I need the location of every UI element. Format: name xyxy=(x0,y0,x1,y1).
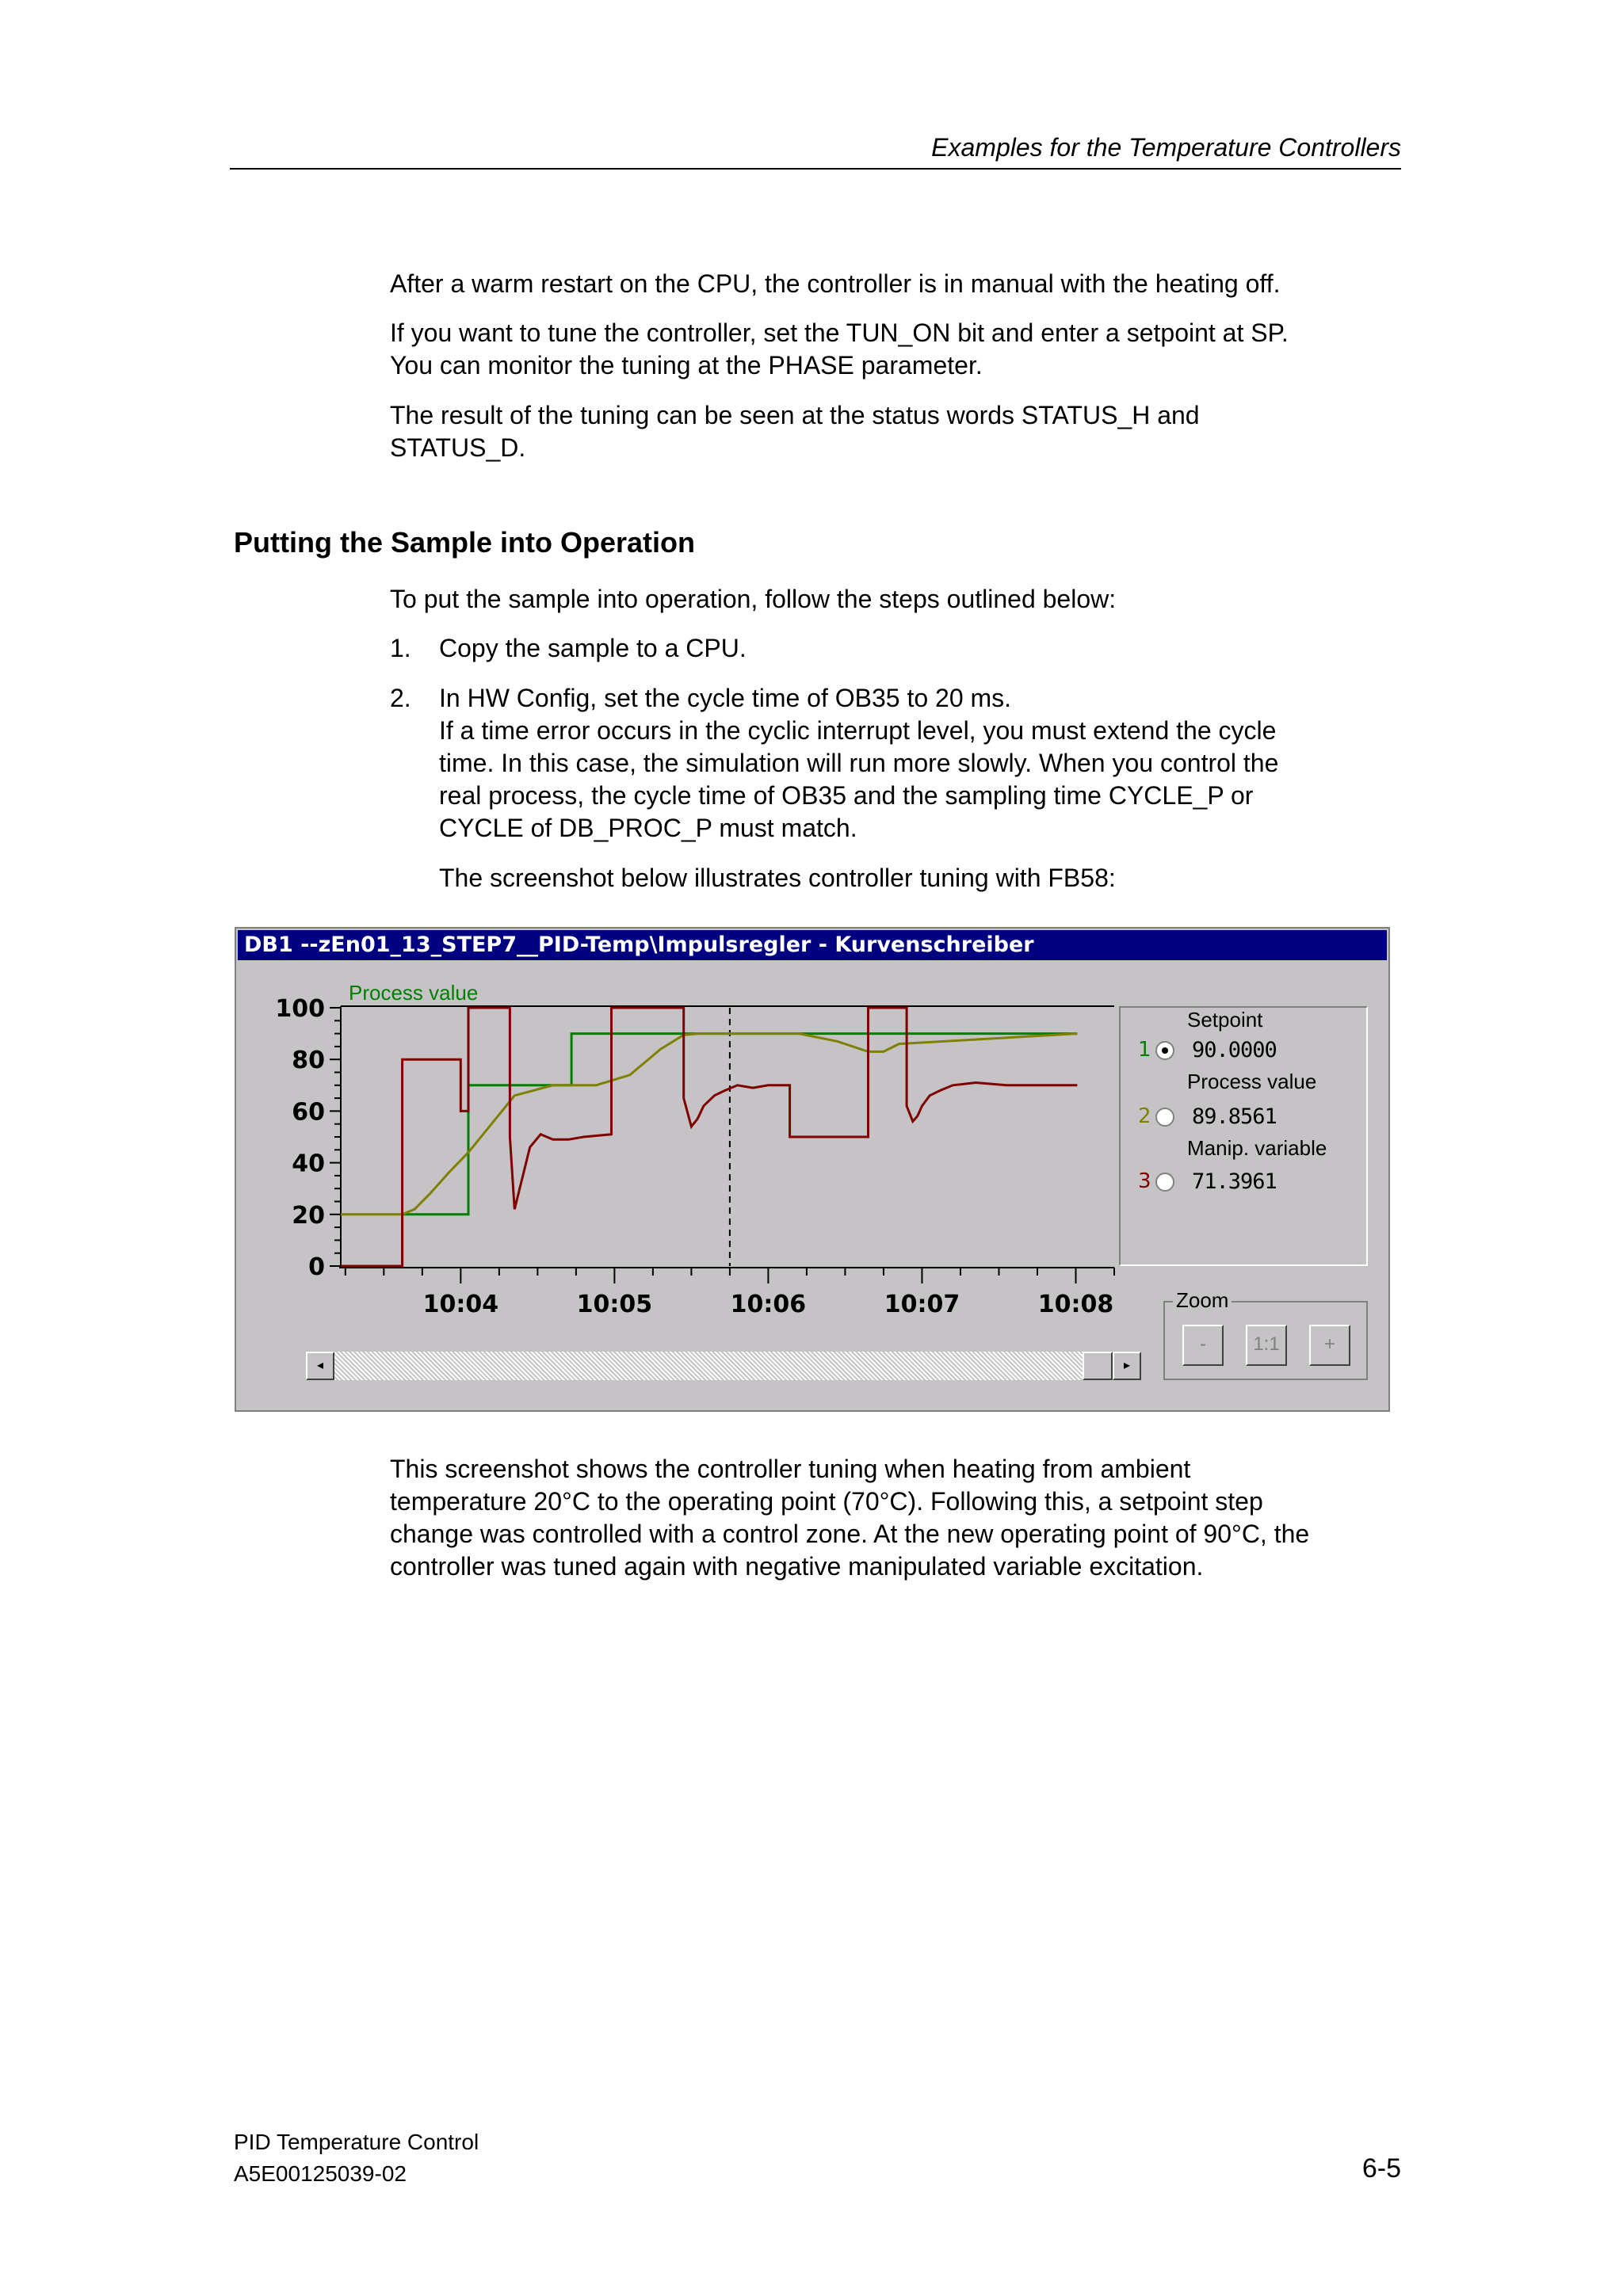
step-number: 2. xyxy=(390,684,411,712)
section-lead: To put the sample into operation, follow the steps outlined below: xyxy=(390,585,1117,613)
x-tick-label: 10:04 xyxy=(422,1291,499,1318)
legend-number: 2 xyxy=(1138,1104,1151,1128)
window-body xyxy=(236,960,1388,1410)
x-tick-label: 10:06 xyxy=(730,1291,807,1318)
intro-paragraph-1: After a warm restart on the CPU, the controller is in manual with the heating off. xyxy=(390,269,1281,298)
description-line: change was controlled with a control zone. At the new operating point of 90°C, the xyxy=(390,1520,1310,1548)
step-text: In HW Config, set the cycle time of OB35 to 20 ms. xyxy=(439,684,1012,712)
y-tick-label: 20 xyxy=(292,1201,325,1230)
y-tick-label: 60 xyxy=(292,1098,325,1127)
setpoint-radio[interactable] xyxy=(1155,1041,1174,1060)
intro-paragraph-3-line-1: The result of the tuning can be seen at the status words STATUS_H and xyxy=(390,401,1200,429)
intro-paragraph-3-line-2: STATUS_D. xyxy=(390,433,526,462)
radio-dot xyxy=(1162,1047,1168,1054)
legend-number: 1 xyxy=(1138,1038,1151,1062)
step-text: real process, the cycle time of OB35 and the sampling time CYCLE_P or xyxy=(439,781,1254,810)
x-tick-label: 10:05 xyxy=(576,1291,653,1318)
zoom-out-button[interactable]: - xyxy=(1182,1325,1224,1366)
step-number: 1. xyxy=(390,634,411,662)
y-tick-label: 80 xyxy=(292,1047,325,1075)
window-title-bar: DB1 --zEn01_13_STEP7__PID-Temp\Impulsregler - Kurvenschreiber xyxy=(238,930,1387,960)
legend-value-manip-variable: 71.3961 xyxy=(1192,1169,1277,1194)
section-heading: Putting the Sample into Operation xyxy=(234,526,696,559)
plot-area xyxy=(341,1006,1114,1268)
zoom-in-button[interactable]: + xyxy=(1309,1325,1350,1366)
legend-value-setpoint: 90.0000 xyxy=(1192,1038,1277,1062)
footer-order-number: A5E00125039-02 xyxy=(234,2161,407,2186)
y-tick-label: 100 xyxy=(275,995,325,1023)
step-text: CYCLE of DB_PROC_P must match. xyxy=(439,814,857,842)
legend-label-manip-variable: Manip. variable xyxy=(1187,1136,1327,1160)
x-tick-label: 10:08 xyxy=(1037,1291,1114,1318)
y-tick-label: 0 xyxy=(308,1253,325,1281)
y-tick-label: 40 xyxy=(292,1150,325,1178)
step-text: If a time error occurs in the cyclic interrupt level, you must extend the cycle xyxy=(439,716,1277,745)
chart-title: Process value xyxy=(349,981,479,1005)
zoom-label: Zoom xyxy=(1173,1288,1232,1313)
legend-label-setpoint: Setpoint xyxy=(1187,1008,1263,1032)
intro-paragraph-2-line-2: You can monitor the tuning at the PHASE parameter. xyxy=(390,351,983,379)
zoom-reset-button[interactable]: 1:1 xyxy=(1246,1325,1287,1366)
process-value-radio[interactable] xyxy=(1155,1108,1174,1127)
page-number: 6-5 xyxy=(1361,2153,1401,2183)
step-text: time. In this case, the simulation will run more slowly. When you control the xyxy=(439,749,1279,777)
screenshot-intro: The screenshot below illustrates controller tuning with FB58: xyxy=(439,864,1116,892)
header-rule xyxy=(230,168,1401,170)
legend-number: 3 xyxy=(1138,1169,1151,1193)
description-line: temperature 20°C to the operating point (70°C). Following this, a setpoint step xyxy=(390,1487,1263,1516)
legend-label-process-value: Process value xyxy=(1187,1070,1317,1093)
x-tick-label: 10:07 xyxy=(884,1291,960,1318)
scroll-thumb[interactable] xyxy=(1083,1352,1113,1380)
legend-value-process-value: 89.8561 xyxy=(1192,1104,1277,1129)
curve-recorder-window xyxy=(235,927,1390,1412)
description-line: This screenshot shows the controller tuning when heating from ambient xyxy=(390,1455,1191,1483)
step-text: Copy the sample to a CPU. xyxy=(439,634,747,662)
scroll-track[interactable] xyxy=(334,1352,1113,1380)
running-header: Examples for the Temperature Controllers xyxy=(931,133,1401,162)
description-line: controller was tuned again with negative manipulated variable excitation. xyxy=(390,1552,1204,1581)
horizontal-scrollbar[interactable] xyxy=(306,1352,1141,1380)
scroll-left-button[interactable]: ◂ xyxy=(306,1352,334,1380)
manip-variable-radio[interactable] xyxy=(1155,1173,1174,1192)
footer-document-title: PID Temperature Control xyxy=(234,2130,479,2154)
scroll-right-button[interactable]: ▸ xyxy=(1113,1352,1141,1380)
intro-paragraph-2-line-1: If you want to tune the controller, set the TUN_ON bit and enter a setpoint at SP. xyxy=(390,318,1289,347)
